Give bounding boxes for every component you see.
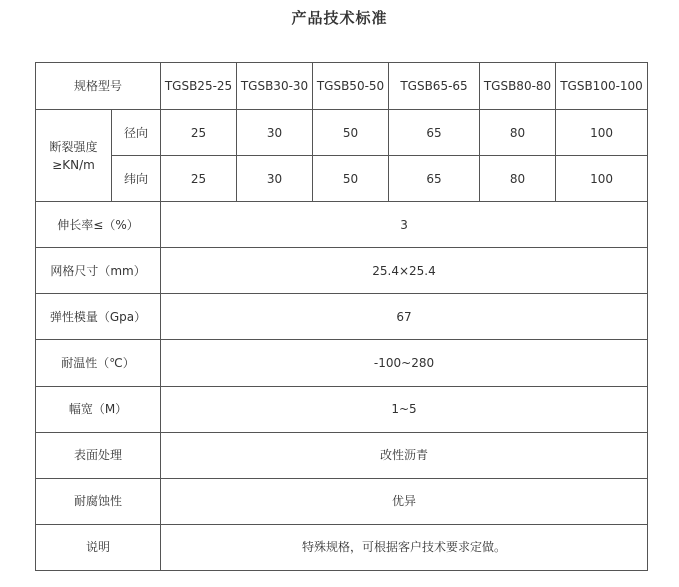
table-cell: 100 (556, 110, 648, 156)
table-row (36, 386, 648, 432)
table-cell: 65 (389, 110, 480, 156)
table-row (36, 202, 648, 248)
row-label: 弹性模量（Gpa） (36, 294, 161, 340)
model-header: TGSB25-25 (161, 63, 237, 110)
row-value: 67 (161, 294, 648, 340)
row-label: 网格尺寸（mm） (36, 248, 161, 294)
breaking-strength-label-line2: ≥KN/m (52, 157, 95, 172)
table-cell: 30 (237, 156, 313, 202)
table-row (36, 248, 648, 294)
model-header: TGSB65-65 (389, 63, 480, 110)
row-label: 说明 (36, 524, 161, 570)
breaking-strength-label (36, 110, 112, 202)
row-value: 优异 (161, 478, 648, 524)
spec-table (35, 62, 648, 571)
table-cell: 80 (480, 110, 556, 156)
table-cell: 65 (389, 156, 480, 202)
table-row (36, 478, 648, 524)
direction-label: 径向 (112, 110, 161, 156)
row-label: 耐腐蚀性 (36, 478, 161, 524)
table-row (36, 294, 648, 340)
page-title: 产品技术标准 (291, 9, 388, 27)
spec-model-label: 规格型号 (36, 63, 161, 110)
row-value: 25.4×25.4 (161, 248, 648, 294)
model-header: TGSB50-50 (313, 63, 389, 110)
row-label: 伸长率≤（%） (36, 202, 161, 248)
model-header: TGSB30-30 (237, 63, 313, 110)
table-row (36, 432, 648, 478)
model-header: TGSB80-80 (480, 63, 556, 110)
row-label: 耐温性（℃） (36, 340, 161, 386)
row-value: 特殊规格，可根据客户技术要求定做。 (161, 524, 648, 570)
table-row (36, 156, 648, 202)
table-cell: 25 (161, 110, 237, 156)
table-cell: 80 (480, 156, 556, 202)
table-row (36, 524, 648, 570)
table-cell: 25 (161, 156, 237, 202)
row-value: 3 (161, 202, 648, 248)
table-row (36, 110, 648, 156)
row-label: 表面处理 (36, 432, 161, 478)
table-row (36, 340, 648, 386)
breaking-strength-label-line1: 断裂强度 (49, 139, 98, 154)
table-cell: 50 (313, 110, 389, 156)
table-cell: 100 (556, 156, 648, 202)
model-header: TGSB100-100 (556, 63, 648, 110)
row-value: -100~280 (161, 340, 648, 386)
row-label: 幅宽（M） (36, 386, 161, 432)
table-cell: 30 (237, 110, 313, 156)
table-header-row (36, 63, 648, 110)
row-value: 改性沥青 (161, 432, 648, 478)
direction-label: 纬向 (112, 156, 161, 202)
table-cell: 50 (313, 156, 389, 202)
row-value: 1~5 (161, 386, 648, 432)
